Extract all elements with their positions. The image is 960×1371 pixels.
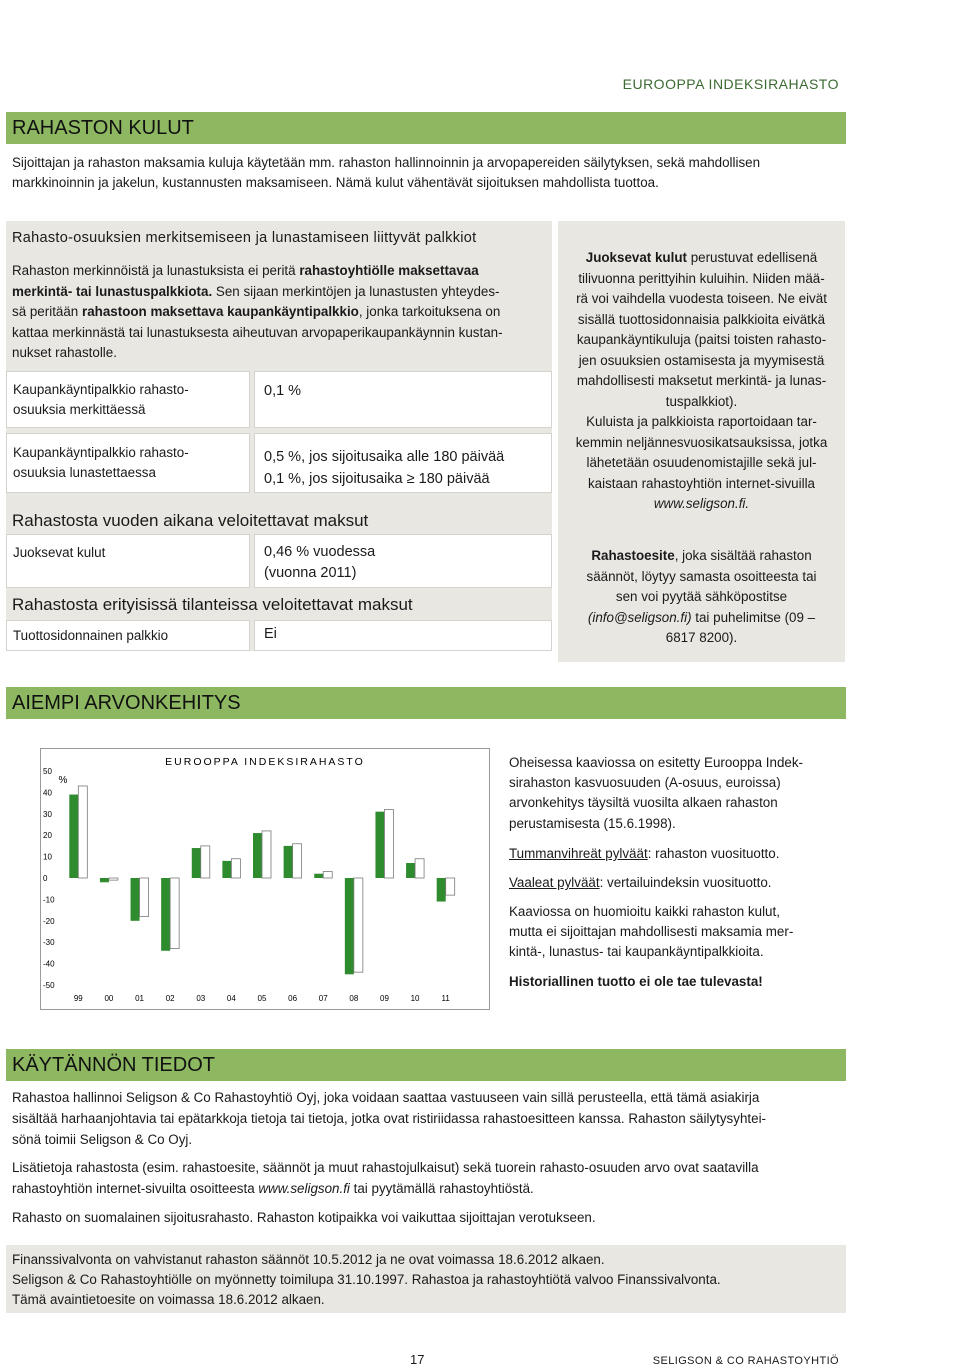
chart-bar-index bbox=[293, 844, 302, 878]
redemption-fee-value-cell bbox=[254, 433, 552, 493]
costs-intro-line: Sijoittajan ja rahaston maksamia kuluja käytetään mm. rahaston hallinnoinnin ja arvopapereiden säilytyksen, sekä mahdollisen bbox=[12, 155, 761, 170]
ongoing-charges-value-cell bbox=[254, 534, 552, 588]
legend-dark-label: Tummanvihreät pylväät bbox=[509, 846, 648, 861]
chart-bar-fund bbox=[161, 878, 170, 951]
chart-bar-index bbox=[201, 846, 210, 878]
chart-bar-index bbox=[446, 878, 455, 895]
chart-bar-index bbox=[170, 878, 179, 949]
ongoing-charges-note-bold: Juoksevat kulut bbox=[585, 250, 687, 265]
chart-x-tick-label: 07 bbox=[318, 994, 328, 1003]
fees-text-bold: rahastoyhtiölle maksettavaa bbox=[299, 263, 479, 278]
chart-x-tick-label: 08 bbox=[349, 994, 359, 1003]
ongoing-charges-note-text: tilivuonna perittyihin kuluihin. Niiden mää- bbox=[578, 270, 825, 286]
regulatory-line: Finanssivalvonta on vahvistanut rahaston säännöt 10.5.2012 ja ne ovat voimassa 18.6.2012 alkaen. bbox=[12, 1252, 605, 1267]
chart-bar-index bbox=[262, 831, 271, 878]
chart-y-tick-label: -40 bbox=[43, 959, 55, 969]
chart-costs-note-line: mutta ei sijoittajan mahdollisesti maksamia mer- bbox=[509, 924, 794, 940]
chart-bar-index bbox=[354, 878, 363, 972]
chart-costs-note-line: Kaaviossa on huomioitu kaikki rahaston kulut, bbox=[509, 904, 780, 919]
special-fees-heading: Rahastosta erityisissä tilanteissa veloitettavat maksut bbox=[12, 595, 413, 614]
chart-bar-index bbox=[384, 810, 393, 878]
section-title-practical: KÄYTÄNNÖN TIEDOT bbox=[6, 1049, 846, 1081]
performance-chart-svg bbox=[41, 749, 489, 1009]
chart-bar-index bbox=[323, 872, 332, 878]
fees-text: nukset rahastolle. bbox=[12, 345, 117, 360]
chart-x-tick-label: 00 bbox=[104, 994, 114, 1003]
legend-dark-text: : rahaston vuosituotto. bbox=[647, 846, 780, 861]
legend-dark-bars bbox=[509, 844, 849, 864]
chart-y-tick-label: -30 bbox=[43, 938, 55, 948]
regulatory-info-box bbox=[6, 1245, 846, 1313]
chart-x-tick-label: 03 bbox=[196, 994, 206, 1003]
fees-text: , jonka tarkoituksena on bbox=[358, 304, 501, 319]
chart-y-ticks bbox=[43, 767, 55, 990]
chart-description-line: perustamisesta (15.6.1998). bbox=[509, 815, 676, 831]
fees-text: sä peritään bbox=[12, 304, 79, 319]
fees-text-bold: rahastoon maksettava kaupankäyntipalkkio bbox=[82, 304, 359, 319]
subscription-fee-value: 0,1 % bbox=[264, 383, 302, 399]
chart-bar-fund bbox=[437, 878, 446, 902]
practical-line: Lisätietoja rahastosta (esim. rahastoesite, säännöt ja muut rahastojulkaisut) sekä tuorein rahasto-osuuden arvo ovat saatavilla bbox=[12, 1160, 759, 1175]
ongoing-charges-note-text: sisällä tuottosidonnaisia palkkioita eivätkä bbox=[577, 311, 826, 327]
legend-light-bars bbox=[509, 873, 849, 893]
footer-brand: SELIGSON & CO RAHASTOYHTIÖ bbox=[652, 1355, 839, 1367]
fees-text: kattaa merkinnästä tai lunastuksesta aiheutuvan arvopaperikaupankäynnin kustan- bbox=[12, 324, 503, 340]
practical-paragraph-2 bbox=[12, 1157, 852, 1199]
chart-x-tick-label: 05 bbox=[257, 994, 267, 1003]
chart-x-ticks bbox=[74, 994, 451, 1003]
practical-line: sönä toimii Seligson & Co Oyj. bbox=[12, 1132, 193, 1147]
performance-fee-value-cell bbox=[254, 620, 552, 651]
chart-x-tick-label: 01 bbox=[135, 994, 144, 1003]
ongoing-charges-note-text: perustuvat edellisenä bbox=[686, 250, 818, 265]
chart-bar-fund bbox=[345, 878, 354, 974]
chart-y-tick-label: -20 bbox=[43, 916, 55, 926]
legend-light-label: Vaaleat pylväät bbox=[509, 875, 600, 890]
chart-y-tick-label: 20 bbox=[43, 831, 52, 841]
redemption-fee-label: osuuksia lunastettaessa bbox=[13, 465, 156, 480]
performance-chart bbox=[40, 748, 490, 1010]
page-number: 17 bbox=[410, 1352, 425, 1367]
past-performance-warning: Historiallinen tuotto ei ole tae tulevasta! bbox=[509, 974, 763, 989]
practical-line: Rahastoa hallinnoi Seligson & Co Rahastoyhtiö Oyj, joka voidaan saattaa vastuuseen vain sillä perusteella, että tämä asiakirja bbox=[12, 1090, 760, 1105]
prospectus-note-text: säännöt, löytyy samasta osoitteesta tai bbox=[586, 568, 817, 584]
chart-bar-fund bbox=[192, 848, 201, 878]
chart-x-tick-label: 04 bbox=[226, 994, 236, 1003]
reporting-note bbox=[558, 412, 845, 515]
practical-paragraph-3: Rahasto on suomalainen sijoitusrahasto. Rahaston kotipaikka voi vaikuttaa sijoittajan verotukseen. bbox=[12, 1210, 596, 1225]
prospectus-note-bold: Rahastoesite bbox=[591, 548, 675, 563]
chart-bar-index bbox=[109, 878, 118, 880]
fees-text: Rahaston merkinnöistä ja lunastuksista ei peritä bbox=[12, 263, 296, 278]
subscription-fee-value-cell bbox=[254, 371, 552, 428]
redemption-fee-value: 0,1 %, jos sijoitusaika ≥ 180 päivää bbox=[264, 471, 490, 487]
costs-sidebar bbox=[558, 221, 845, 662]
regulatory-line: Seligson & Co Rahastoyhtiölle on myönnetty toimilupa 31.10.1997. Rahastoa ja rahastoyhtiötä valvoo Finanssivalvonta. bbox=[12, 1272, 721, 1287]
ongoing-charges-label: Juoksevat kulut bbox=[13, 545, 106, 560]
chart-bar-fund bbox=[131, 878, 140, 921]
email-link[interactable]: (info@seligson.fi) bbox=[587, 609, 692, 625]
ongoing-charges-label-cell bbox=[6, 534, 250, 588]
ongoing-charges-note-text: mahdollisesti maksetut merkintä- ja lunas- bbox=[576, 373, 827, 388]
chart-y-tick-label: 30 bbox=[43, 809, 52, 819]
section-title-history: AIEMPI ARVONKEHITYS bbox=[6, 687, 846, 719]
chart-bar-index bbox=[78, 786, 87, 878]
costs-intro-line: markkinoinnin ja jakelun, kustannusten maksamiseen. Nämä kulut vähentävät sijoituksen mahdollista tuottoa. bbox=[12, 175, 659, 190]
redemption-fee-value: 0,5 %, jos sijoitusaika alle 180 päivää bbox=[264, 449, 505, 465]
chart-x-tick-label: 06 bbox=[288, 994, 298, 1003]
annual-fees-heading: Rahastosta vuoden aikana veloitettavat maksut bbox=[12, 511, 369, 530]
regulatory-line: Tämä avaintietoesite on voimassa 18.6.2012 alkaen. bbox=[12, 1292, 325, 1307]
chart-bar-index bbox=[140, 878, 149, 917]
chart-y-tick-label: 0 bbox=[43, 874, 48, 883]
chart-description bbox=[509, 753, 849, 834]
fees-text-bold: merkintä- tai lunastuspalkkiota. bbox=[12, 283, 213, 299]
website-link[interactable]: www.seligson.fi bbox=[258, 1181, 350, 1196]
chart-bar-fund bbox=[406, 863, 415, 878]
chart-bars bbox=[69, 786, 454, 974]
chart-y-tick-label: 50 bbox=[43, 767, 52, 776]
subscription-fee-label-cell bbox=[6, 371, 250, 428]
chart-bar-fund bbox=[222, 861, 231, 878]
chart-x-tick-label: 11 bbox=[441, 994, 450, 1003]
chart-description-line: arvonkehitys täysiltä vuosilta alkaen rahaston bbox=[509, 795, 778, 811]
phone-number: 6817 8200). bbox=[665, 630, 738, 645]
chart-y-axis-label: % bbox=[58, 775, 68, 786]
chart-x-tick-label: 09 bbox=[380, 994, 389, 1003]
chart-x-tick-label: 10 bbox=[410, 994, 420, 1003]
prospectus-note-text: tai puhelimitse (09 – bbox=[691, 609, 816, 625]
performance-fee-label: Tuottosidonnainen palkkio bbox=[13, 628, 169, 643]
reporting-note-text: kaistaan rahastoyhtiön internet-sivuilla bbox=[587, 475, 816, 491]
reporting-note-text: lähetetään osuudenomistajille sekä jul- bbox=[586, 455, 817, 470]
ongoing-charges-note bbox=[558, 248, 845, 412]
chart-costs-note bbox=[509, 902, 849, 963]
chart-bar-fund bbox=[253, 833, 262, 878]
prospectus-note-text: , joka sisältää rahaston bbox=[674, 548, 812, 563]
website-link[interactable]: www.seligson.fi. bbox=[653, 496, 750, 511]
chart-costs-note-line: kintä-, lunastus- tai kaupankäyntipalkkioita. bbox=[509, 944, 764, 960]
chart-bar-fund bbox=[314, 874, 323, 878]
practical-line: rahastoyhtiön internet-sivuilta osoitteesta bbox=[12, 1181, 259, 1196]
chart-description-line: sirahaston kasvuosuuden (A-osuus, euroissa) bbox=[509, 775, 781, 791]
prospectus-note bbox=[558, 546, 845, 649]
section-title-costs: RAHASTON KULUT bbox=[6, 112, 846, 144]
chart-title: EUROOPPA INDEKSIRAHASTO bbox=[165, 756, 365, 768]
chart-bar-fund bbox=[284, 846, 293, 878]
practical-line: sisältää harhaanjohtavia tai epätarkkoja tietoja tai tietoja, jotka ovat ristiriidassa rahastoesitteen kanssa. Rahaston säilytysyhtei- bbox=[12, 1111, 767, 1126]
ongoing-charges-value: 0,46 % vuodessa bbox=[264, 544, 376, 560]
practical-line: tai pyytämällä rahastoyhtiöstä. bbox=[349, 1181, 534, 1196]
costs-intro bbox=[12, 153, 852, 193]
ongoing-charges-note-text: rä voi vaihdella vuodesta toiseen. Ne eivät bbox=[576, 291, 827, 306]
subscription-fee-label: osuuksia merkittäessä bbox=[13, 402, 146, 417]
ongoing-charges-note-text: jen osuuksien ostamisesta ja myymisestä bbox=[578, 352, 825, 368]
redemption-fee-label-cell bbox=[6, 433, 250, 493]
chart-y-tick-label: 40 bbox=[43, 788, 52, 798]
chart-y-tick-label: 10 bbox=[43, 852, 52, 862]
chart-bar-index bbox=[231, 859, 240, 878]
ongoing-charges-value: (vuonna 2011) bbox=[264, 565, 357, 581]
legend-light-text: : vertailuindeksin vuosituotto. bbox=[599, 875, 772, 890]
performance-fee-value: Ei bbox=[264, 626, 277, 642]
fees-panel bbox=[6, 221, 552, 651]
fees-heading: Rahasto-osuuksien merkitsemiseen ja lunastamiseen liittyvät palkkiot bbox=[12, 230, 477, 246]
ongoing-charges-note-text: tuspalkkiot). bbox=[665, 393, 738, 409]
fees-paragraph bbox=[12, 261, 546, 364]
prospectus-note-text: sen voi pyytää sähköpostitse bbox=[615, 589, 788, 604]
redemption-fee-label: Kaupankäyntipalkkio rahasto- bbox=[13, 445, 189, 460]
reporting-note-text: Kuluista ja palkkioista raportoidaan tar- bbox=[586, 414, 817, 429]
chart-x-tick-label: 02 bbox=[165, 994, 175, 1003]
chart-y-tick-label: -50 bbox=[43, 981, 55, 990]
ongoing-charges-note-text: kaupankäyntikuluja (paitsi toisten rahasto- bbox=[576, 332, 827, 347]
chart-bar-fund bbox=[375, 812, 384, 878]
fees-text: Sen sijaan merkintöjen ja lunastusten yhteydes- bbox=[212, 283, 500, 299]
reporting-note-text: kemmin neljännesvuosikatsauksissa, jotka bbox=[575, 434, 828, 450]
chart-bar-index bbox=[415, 859, 424, 878]
fund-name-header: EUROOPPA INDEKSIRAHASTO bbox=[622, 76, 839, 92]
chart-x-tick-label: 99 bbox=[73, 994, 83, 1003]
chart-description-line: Oheisessa kaaviossa on esitetty Eurooppa Indek- bbox=[509, 755, 804, 770]
subscription-fee-label: Kaupankäyntipalkkio rahasto- bbox=[13, 382, 189, 397]
performance-fee-label-cell bbox=[6, 620, 250, 651]
chart-y-tick-label: -10 bbox=[43, 895, 55, 905]
chart-bar-fund bbox=[69, 795, 78, 878]
chart-bar-fund bbox=[100, 878, 109, 882]
practical-paragraph-1 bbox=[12, 1087, 852, 1150]
